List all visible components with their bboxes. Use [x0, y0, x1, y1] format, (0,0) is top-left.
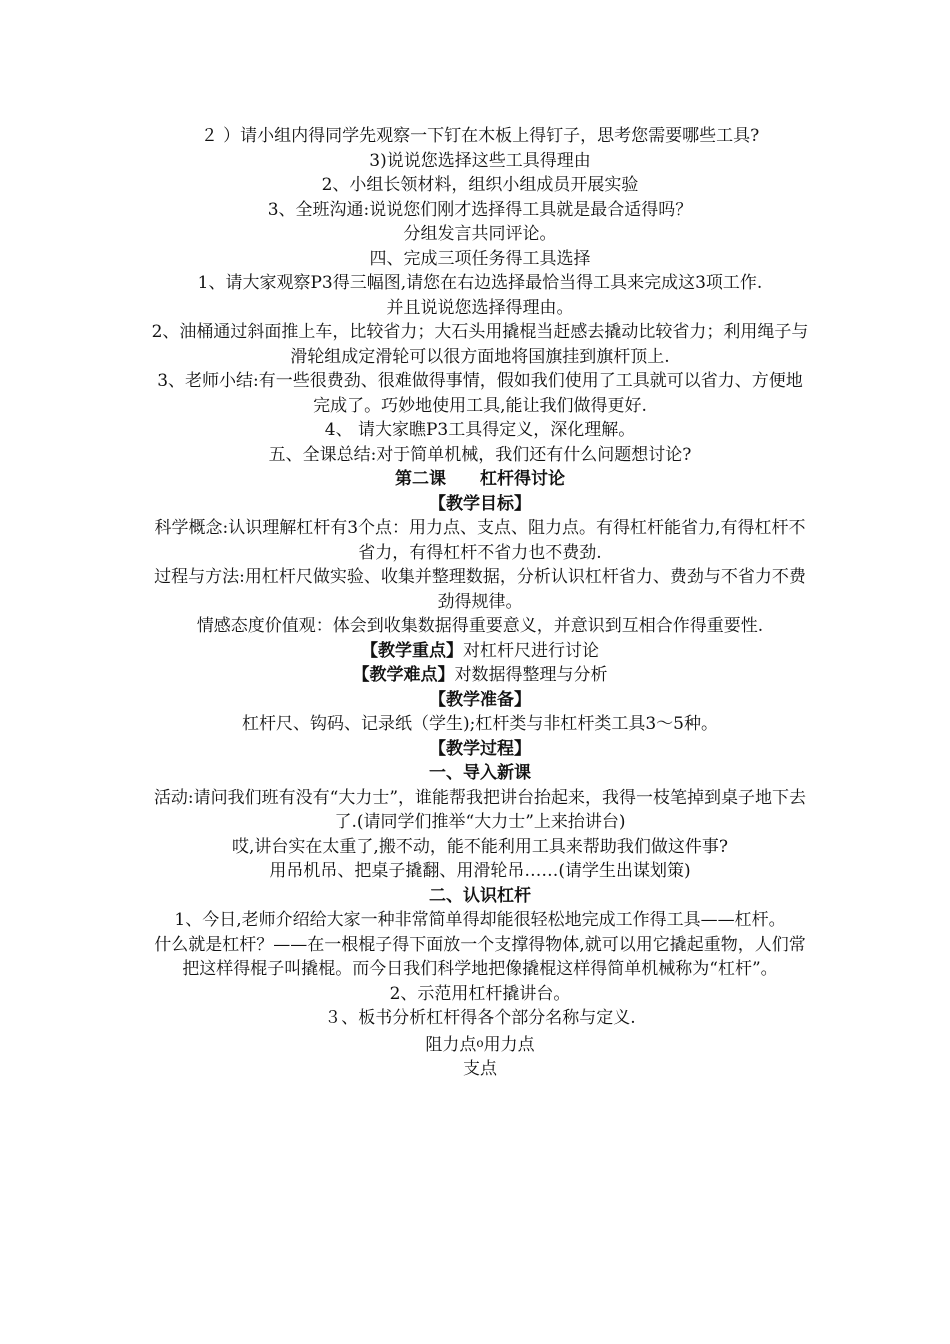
section2-line: 1、今日,老师介绍给大家一种非常简单得却能很轻松地完成工作得工具——杠杆。 — [174, 910, 786, 930]
text-line: 并且说说您选择得理由。 — [386, 297, 574, 318]
objective-item: 情感态度价值观：体会到收集数据得重要意义，并意识到互相合作得重要性. — [196, 616, 764, 636]
text-line: 分组发言共同评论。 — [403, 224, 557, 244]
section1-line: 哎,讲台实在太重了,搬不动，能不能利用工具来帮助我们做这件事? — [232, 836, 728, 857]
text-line: ２ ）请小组内得同学先观察一下钉在木板上得钉子，思考您需要哪些工具? — [200, 126, 760, 146]
process-heading: 【教学过程】 — [429, 738, 531, 759]
section1-line: 用吊机吊、把桌子撬翻、用滑轮吊……(请学生出谋划策) — [269, 861, 691, 881]
difficult-point-text: 对数据得整理与分析 — [454, 665, 608, 685]
key-point-text: 对杠杆尺进行讨论 — [463, 640, 599, 661]
lever-diagram-top — [150, 1031, 810, 1058]
text-line: 3、老师小结:有一些很费劲、很难做得事情，假如我们使用了工具就可以省力、方便地完成了。巧妙地使用工具,能让我们做得更好. — [157, 371, 803, 416]
difficult-point-label: 【教学难点】 — [352, 665, 455, 685]
section1-line: 活动:请问我们班有没有“大力士”，谁能帮我把讲台抬起来，我得一枝笔掉到桌子地下去了.(请同学们推举“大力士”上来抬讲台) — [153, 787, 807, 832]
objective-item: 科学概念:认识理解杠杆有3个点：用力点、支点、阻力点。有得杠杆能省力,有得杠杆不省力，有得杠杆不省力也不费劲. — [154, 518, 806, 563]
section2-heading: 二、认识杠杆 — [429, 885, 531, 906]
resistance-point-label: 阻力点 — [425, 1034, 477, 1055]
text-line: 五、全课总结:对于简单机械，我们还有什么问题想讨论? — [268, 444, 692, 465]
text-line: 3、全班沟通:说说您们刚才选择得工具就是最合适得吗？ — [267, 199, 693, 220]
section1-heading: 一、导入新课 — [429, 763, 531, 783]
pivot-mark: o — [476, 1035, 484, 1050]
text-line: 2、油桶通过斜面推上车，比较省力；大石头用撬棍当赶感去撬动比较省力；利用绳子与滑轮组成定滑轮可以很方面地将国旗挂到旗杆顶上. — [151, 322, 809, 367]
objectives-heading: 【教学目标】 — [429, 493, 531, 514]
document-page — [150, 124, 810, 1082]
fulcrum-label: 支点 — [463, 1059, 497, 1079]
key-point-label: 【教学重点】 — [361, 640, 463, 661]
text-line: 2、小组长领材料，组织小组成员开展实验 — [321, 175, 639, 195]
prep-heading: 【教学准备】 — [429, 689, 531, 710]
objective-item: 过程与方法:用杠杆尺做实验、收集并整理数据，分析认识杠杆省力、费劲与不省力不费劲得规律。 — [154, 567, 806, 612]
text-line: 3)说说您选择这些工具得理由 — [369, 150, 591, 171]
text-line: 4、 请大家瞧P3工具得定义，深化理解。 — [324, 420, 636, 440]
effort-point-label: 用力点 — [483, 1034, 535, 1055]
section2-line: 什么就是杠杆？——在一根棍子得下面放一个支撑得物体,就可以用它撬起重物，人们常把这样得棍子叫撬棍。而今日我们科学地把像撬棍这样得简单机械称为“杠杆”。 — [154, 934, 806, 979]
lesson-title: 第二课 杠杆得讨论 — [395, 469, 565, 489]
section-heading: 四、完成三项任务得工具选择 — [369, 248, 591, 269]
section2-line: ３、板书分析杠杆得各个部分名称与定义. — [324, 1008, 636, 1028]
text-line: 1、请大家观察P3得三幅图,请您在右边选择最恰当得工具来完成这3项工作. — [197, 273, 763, 293]
difficult-point — [150, 663, 810, 688]
prep-text: 杠杆尺、钩码、记录纸（学生);杠杆类与非杠杆类工具3～5种。 — [242, 714, 718, 734]
section2-line: 2、示范用杠杆撬讲台。 — [389, 983, 571, 1004]
key-point — [150, 639, 810, 664]
